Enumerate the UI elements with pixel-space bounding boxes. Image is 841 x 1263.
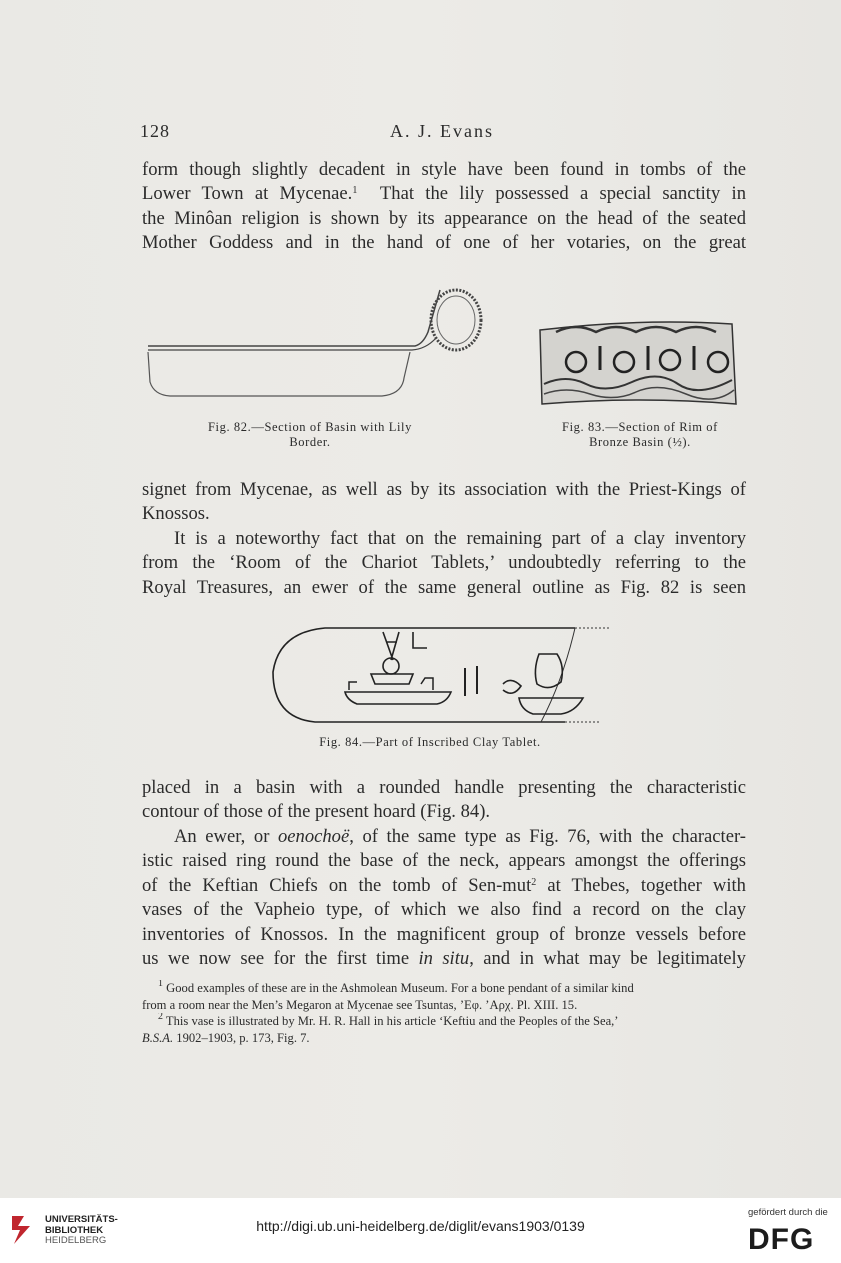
paragraph-5	[142, 825, 746, 971]
document-url-link[interactable]: http://digi.ub.uni-heidelberg.de/diglit/evans1903/0139	[256, 1218, 585, 1234]
paragraph-1	[142, 158, 746, 256]
basin-section-figure	[140, 280, 500, 405]
text-line: from the ‘Room of the Chariot Tablets,’ undoubtedly referring to the	[142, 552, 746, 574]
italic-term: in situ	[418, 947, 470, 969]
figure-84-caption: Fig. 84.—Part of Inscribed Clay Tablet.	[319, 735, 541, 749]
footnote-1-line: from a room near the Men’s Megaron at Mycenae see Tsuntas, ’Εφ. ’Αρχ. Pl. XIII. 15.	[142, 997, 578, 1012]
text-line: of the Keftian Chiefs on the tomb of Sen-mut$^2$ at Thebes, together with	[142, 874, 746, 896]
text-line: the Minôan religion is shown by its appearance on the head of the seated	[142, 207, 746, 229]
paragraph-2	[142, 478, 746, 527]
caption-line: Border.	[289, 435, 331, 449]
rim-section-figure	[536, 318, 744, 410]
caption-line: Bronze Basin (½).	[589, 435, 691, 449]
footnote-ref: 2	[531, 876, 537, 888]
text-line: contour of those of the present hoard (Fig. 84).	[142, 801, 491, 823]
text-line: Lower Town at Mycenae.$^1$ That the lily possessed a special sanctity in	[142, 183, 746, 205]
running-header	[140, 121, 746, 147]
text-line: An ewer, or oenochoë, of the same type as Fig. 76, with the character-	[174, 826, 746, 847]
text-line: Knossos.	[142, 503, 210, 525]
paragraph-3	[142, 527, 746, 600]
dfg-logo: DFG	[748, 1223, 815, 1256]
text-line: us we now see for the first time in situ, and in what may be legitimately	[142, 947, 746, 969]
text-line: inventories of Knossos. In the magnificent group of bronze vessels before	[142, 923, 746, 945]
page-number: 128	[140, 121, 170, 141]
caption-line: Fig. 82.—Section of Basin with Lily	[208, 420, 412, 434]
caption-line: Fig. 83.—Section of Rim of	[562, 420, 718, 434]
clay-tablet-figure	[265, 620, 620, 730]
footnote-2-line: B.S.A. 1902–1903, p. 173, Fig. 7.	[142, 1030, 310, 1045]
funding-note: gefördert durch die	[748, 1207, 828, 1218]
figure-82-caption	[160, 420, 460, 450]
text-line: vases of the Vapheio type, of which we also find a record on the clay	[142, 899, 746, 921]
figure-83-caption	[520, 420, 760, 450]
text-line: placed in a basin with a rounded handle presenting the characteristic	[142, 777, 746, 798]
text-line: form though slightly decadent in style have been found in tombs of the	[142, 159, 746, 180]
footnote-2-line: $^2$ This vase is illustrated by Mr. H. R. Hall in his article ‘Keftiu and the Peoples of the Sea,’	[158, 1013, 619, 1028]
footnotes	[142, 980, 746, 1046]
text-line: Mother Goddess and in the hand of one of her votaries, on the great	[142, 232, 746, 254]
running-author: A. J. Evans	[390, 121, 494, 141]
italic-term: oenochoë	[277, 826, 350, 847]
footnote-ref: 1	[352, 185, 358, 197]
text-line: signet from Mycenae, as well as by its association with the Priest-Kings of	[142, 479, 746, 500]
footnote-1-line: $^1$ Good examples of these are in the Ashmolean Museum. For a bone pendant of a similar kind	[158, 980, 634, 995]
text-line: istic raised ring round the base of the neck, appears amongst the offerings	[142, 850, 746, 872]
text-line: It is a noteworthy fact that on the remaining part of a clay inventory	[174, 528, 746, 549]
text-line: Royal Treasures, an ewer of the same general outline as Fig. 82 is seen	[142, 576, 746, 598]
library-name: UNIVERSITÄTS- BIBLIOTHEK HEIDELBERG	[45, 1214, 118, 1246]
paragraph-4	[142, 776, 746, 825]
